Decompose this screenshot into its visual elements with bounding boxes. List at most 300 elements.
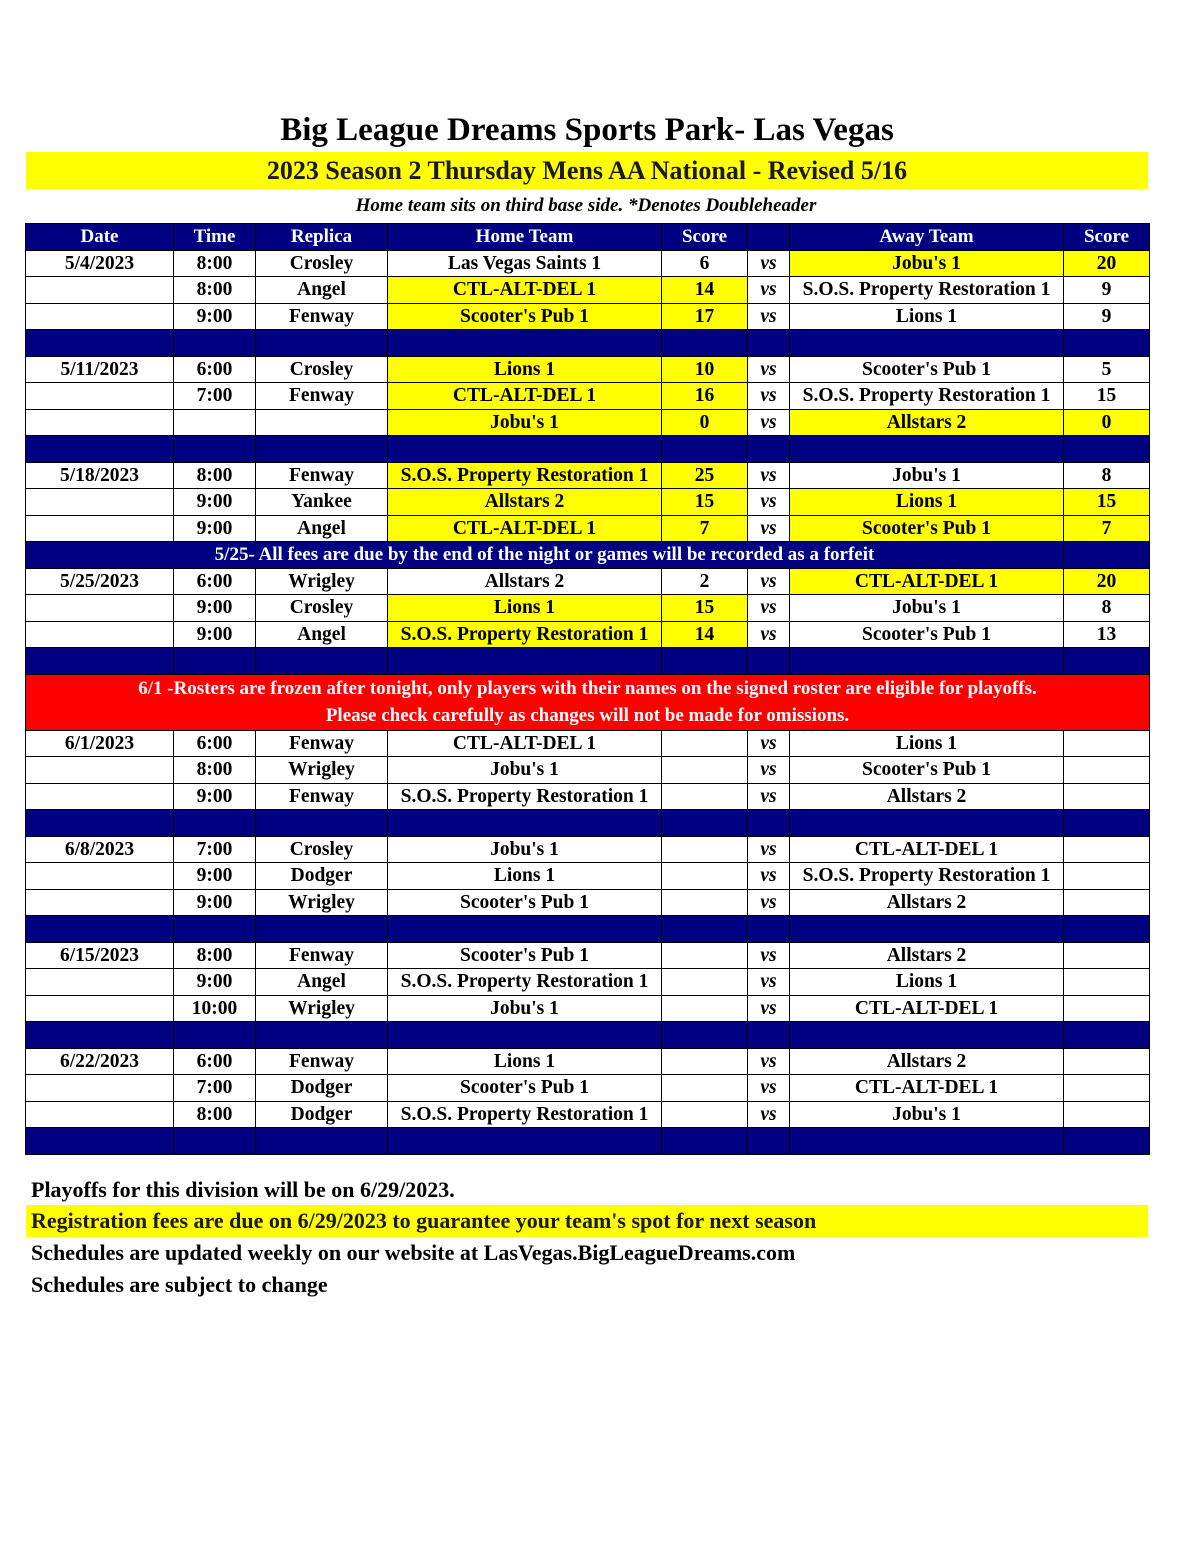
home-score: 6 [662, 250, 748, 277]
away-team: Scooter's Pub 1 [790, 757, 1064, 784]
separator-cell [662, 916, 748, 943]
away-team: Jobu's 1 [790, 462, 1064, 489]
away-team: Lions 1 [790, 969, 1064, 996]
vs-label: vs [748, 757, 790, 784]
game-field: Crosley [256, 356, 388, 383]
separator-cell [256, 810, 388, 837]
separator-cell [790, 1128, 1064, 1155]
separator-cell [790, 436, 1064, 463]
game-date [26, 1075, 174, 1102]
home-score: 25 [662, 462, 748, 489]
away-score [1064, 969, 1150, 996]
vs-label: vs [748, 942, 790, 969]
separator-row [26, 810, 1150, 837]
separator-cell [662, 330, 748, 357]
header-row [26, 224, 1150, 251]
away-team: Scooter's Pub 1 [790, 515, 1064, 542]
separator-cell [662, 1128, 748, 1155]
separator-cell [26, 330, 174, 357]
separator-row [26, 916, 1150, 943]
away-score [1064, 730, 1150, 757]
game-row [26, 356, 1150, 383]
game-date: 6/8/2023 [26, 836, 174, 863]
game-field: Wrigley [256, 995, 388, 1022]
game-time: 10:00 [174, 995, 256, 1022]
separator-cell [388, 1128, 662, 1155]
separator-cell [662, 436, 748, 463]
game-time: 6:00 [174, 730, 256, 757]
game-field: Fenway [256, 462, 388, 489]
vs-label: vs [748, 969, 790, 996]
home-team: S.O.S. Property Restoration 1 [388, 1101, 662, 1128]
vs-label: vs [748, 730, 790, 757]
away-team: CTL-ALT-DEL 1 [790, 568, 1064, 595]
home-score: 14 [662, 277, 748, 304]
game-field: Fenway [256, 730, 388, 757]
vs-label: vs [748, 277, 790, 304]
separator-cell [256, 436, 388, 463]
game-field: Fenway [256, 383, 388, 410]
game-time: 9:00 [174, 303, 256, 330]
schedule-table [25, 223, 1150, 1155]
game-time: 7:00 [174, 1075, 256, 1102]
away-score [1064, 942, 1150, 969]
game-row [26, 250, 1150, 277]
home-team: Scooter's Pub 1 [388, 889, 662, 916]
game-row [26, 942, 1150, 969]
website-note: Schedules are updated weekly on our website at LasVegas.BigLeagueDreams.com [31, 1240, 796, 1265]
away-team: CTL-ALT-DEL 1 [790, 1075, 1064, 1102]
game-row [26, 515, 1150, 542]
game-row [26, 969, 1150, 996]
vs-label: vs [748, 356, 790, 383]
separator-row [26, 436, 1150, 463]
game-time: 8:00 [174, 757, 256, 784]
game-field: Dodger [256, 1075, 388, 1102]
away-score: 13 [1064, 621, 1150, 648]
separator-cell [388, 648, 662, 675]
vs-label: vs [748, 863, 790, 890]
separator-row [26, 1128, 1150, 1155]
game-date [26, 757, 174, 784]
home-score: 15 [662, 489, 748, 516]
game-time: 8:00 [174, 250, 256, 277]
game-time: 9:00 [174, 595, 256, 622]
vs-label: vs [748, 889, 790, 916]
separator-cell [26, 1128, 174, 1155]
game-row [26, 783, 1150, 810]
away-team: S.O.S. Property Restoration 1 [790, 863, 1064, 890]
game-field: Wrigley [256, 568, 388, 595]
game-row [26, 1075, 1150, 1102]
home-team: Lions 1 [388, 863, 662, 890]
away-team: Allstars 2 [790, 942, 1064, 969]
header-away-team: Away Team [790, 224, 1064, 251]
registration-note: Registration fees are due on 6/29/2023 to guarantee your team's spot for next season [26, 1205, 1148, 1237]
roster-notice-line1: 6/1 -Rosters are frozen after tonight, only players with their names on the signed roster are eligible for playoffs. [138, 678, 1037, 699]
game-field: Crosley [256, 836, 388, 863]
game-date [26, 277, 174, 304]
header-away-score: Score [1064, 224, 1150, 251]
home-team: CTL-ALT-DEL 1 [388, 515, 662, 542]
home-team: CTL-ALT-DEL 1 [388, 277, 662, 304]
separator-cell [790, 648, 1064, 675]
game-time: 8:00 [174, 462, 256, 489]
home-score: 16 [662, 383, 748, 410]
game-field: Dodger [256, 863, 388, 890]
game-row [26, 836, 1150, 863]
game-field: Angel [256, 277, 388, 304]
game-field: Angel [256, 621, 388, 648]
home-score [662, 730, 748, 757]
separator-cell [26, 436, 174, 463]
separator-row [26, 648, 1150, 675]
separator-cell [388, 436, 662, 463]
game-field: Wrigley [256, 889, 388, 916]
away-team: S.O.S. Property Restoration 1 [790, 277, 1064, 304]
separator-cell [388, 1022, 662, 1049]
vs-label: vs [748, 462, 790, 489]
schedule-body [26, 250, 1150, 1154]
away-team: Lions 1 [790, 489, 1064, 516]
separator-cell [748, 916, 790, 943]
game-field [256, 409, 388, 436]
game-field: Angel [256, 969, 388, 996]
away-score [1064, 1075, 1150, 1102]
separator-cell [174, 1128, 256, 1155]
away-score: 20 [1064, 250, 1150, 277]
header-home-score: Score [662, 224, 748, 251]
separator-cell [790, 916, 1064, 943]
home-team: Jobu's 1 [388, 409, 662, 436]
home-score [662, 942, 748, 969]
home-score: 7 [662, 515, 748, 542]
game-field: Fenway [256, 1048, 388, 1075]
game-row [26, 595, 1150, 622]
away-team: Allstars 2 [790, 409, 1064, 436]
game-row [26, 757, 1150, 784]
game-date [26, 409, 174, 436]
game-date [26, 783, 174, 810]
home-team-note: Home team sits on third base side. *Denotes Doubleheader [355, 195, 817, 216]
separator-cell [26, 810, 174, 837]
away-team: Lions 1 [790, 303, 1064, 330]
game-field: Yankee [256, 489, 388, 516]
header-home-team: Home Team [388, 224, 662, 251]
away-team: Lions 1 [790, 730, 1064, 757]
home-team: Lions 1 [388, 595, 662, 622]
home-team: Las Vegas Saints 1 [388, 250, 662, 277]
home-score: 2 [662, 568, 748, 595]
home-team: S.O.S. Property Restoration 1 [388, 783, 662, 810]
separator-cell [256, 330, 388, 357]
page-title: Big League Dreams Sports Park- Las Vegas [280, 112, 894, 148]
home-score: 14 [662, 621, 748, 648]
home-team: Lions 1 [388, 1048, 662, 1075]
home-team: Jobu's 1 [388, 995, 662, 1022]
game-date: 5/18/2023 [26, 462, 174, 489]
separator-cell [256, 916, 388, 943]
game-time: 8:00 [174, 1101, 256, 1128]
roster-notice [26, 674, 1150, 730]
separator-cell [1064, 916, 1150, 943]
away-score [1064, 757, 1150, 784]
home-score [662, 995, 748, 1022]
game-row [26, 568, 1150, 595]
away-score [1064, 995, 1150, 1022]
home-score [662, 1075, 748, 1102]
game-field: Crosley [256, 250, 388, 277]
home-score [662, 783, 748, 810]
separator-cell [174, 916, 256, 943]
separator-cell [174, 436, 256, 463]
separator-cell [174, 648, 256, 675]
game-row [26, 462, 1150, 489]
away-score: 15 [1064, 489, 1150, 516]
game-field: Fenway [256, 783, 388, 810]
game-field: Wrigley [256, 757, 388, 784]
separator-cell [748, 1022, 790, 1049]
game-time: 9:00 [174, 783, 256, 810]
game-time: 9:00 [174, 889, 256, 916]
home-score: 0 [662, 409, 748, 436]
game-time: 8:00 [174, 277, 256, 304]
game-date [26, 1101, 174, 1128]
home-team: Jobu's 1 [388, 757, 662, 784]
game-time [174, 409, 256, 436]
game-row [26, 303, 1150, 330]
separator-cell [388, 330, 662, 357]
separator-row [26, 1022, 1150, 1049]
home-score [662, 863, 748, 890]
separator-cell [748, 1128, 790, 1155]
header-vs [748, 224, 790, 251]
vs-label: vs [748, 409, 790, 436]
away-team: Jobu's 1 [790, 1101, 1064, 1128]
separator-cell [256, 648, 388, 675]
separator-cell [748, 648, 790, 675]
home-team: S.O.S. Property Restoration 1 [388, 462, 662, 489]
game-row [26, 863, 1150, 890]
vs-label: vs [748, 489, 790, 516]
vs-label: vs [748, 383, 790, 410]
separator-cell [748, 436, 790, 463]
vs-label: vs [748, 595, 790, 622]
roster-notice-row [26, 674, 1150, 730]
header-time: Time [174, 224, 256, 251]
separator-cell [1064, 330, 1150, 357]
game-row [26, 889, 1150, 916]
season-subtitle: 2023 Season 2 Thursday Mens AA National - Revised 5/16 [26, 152, 1148, 189]
vs-label: vs [748, 995, 790, 1022]
away-score: 9 [1064, 277, 1150, 304]
separator-cell [256, 1128, 388, 1155]
separator-cell [662, 1022, 748, 1049]
vs-label: vs [748, 1101, 790, 1128]
game-date [26, 383, 174, 410]
playoffs-note: Playoffs for this division will be on 6/29/2023. [31, 1177, 455, 1202]
away-team: Allstars 2 [790, 889, 1064, 916]
game-row [26, 277, 1150, 304]
separator-cell [662, 648, 748, 675]
game-row [26, 489, 1150, 516]
game-time: 7:00 [174, 836, 256, 863]
separator-row [26, 330, 1150, 357]
vs-label: vs [748, 568, 790, 595]
game-date: 6/22/2023 [26, 1048, 174, 1075]
game-date [26, 889, 174, 916]
away-team: Scooter's Pub 1 [790, 356, 1064, 383]
game-row [26, 1048, 1150, 1075]
game-time: 6:00 [174, 1048, 256, 1075]
separator-cell [790, 330, 1064, 357]
fees-notice-row [26, 542, 1150, 569]
game-field: Angel [256, 515, 388, 542]
home-team: Scooter's Pub 1 [388, 942, 662, 969]
away-score: 5 [1064, 356, 1150, 383]
fees-notice: 5/25- All fees are due by the end of the night or games will be recorded as a forfeit [26, 542, 1064, 569]
away-score: 20 [1064, 568, 1150, 595]
game-row [26, 383, 1150, 410]
game-date: 5/11/2023 [26, 356, 174, 383]
separator-cell [1064, 436, 1150, 463]
separator-cell [26, 916, 174, 943]
game-field: Dodger [256, 1101, 388, 1128]
home-team: Scooter's Pub 1 [388, 303, 662, 330]
away-team: Allstars 2 [790, 783, 1064, 810]
home-team: Jobu's 1 [388, 836, 662, 863]
home-score [662, 1101, 748, 1128]
away-score [1064, 1101, 1150, 1128]
game-field: Fenway [256, 942, 388, 969]
vs-label: vs [748, 1048, 790, 1075]
away-score [1064, 889, 1150, 916]
away-team: Scooter's Pub 1 [790, 621, 1064, 648]
game-field: Fenway [256, 303, 388, 330]
away-team: CTL-ALT-DEL 1 [790, 836, 1064, 863]
game-date: 5/25/2023 [26, 568, 174, 595]
home-team: CTL-ALT-DEL 1 [388, 383, 662, 410]
game-row [26, 730, 1150, 757]
away-team: CTL-ALT-DEL 1 [790, 995, 1064, 1022]
away-team: Jobu's 1 [790, 250, 1064, 277]
game-row [26, 1101, 1150, 1128]
vs-label: vs [748, 836, 790, 863]
home-team: S.O.S. Property Restoration 1 [388, 969, 662, 996]
vs-label: vs [748, 1075, 790, 1102]
separator-cell [174, 1022, 256, 1049]
game-date [26, 995, 174, 1022]
vs-label: vs [748, 250, 790, 277]
away-score [1064, 1048, 1150, 1075]
game-field: Crosley [256, 595, 388, 622]
game-time: 9:00 [174, 515, 256, 542]
header-replica: Replica [256, 224, 388, 251]
away-score [1064, 836, 1150, 863]
game-date [26, 515, 174, 542]
game-time: 9:00 [174, 621, 256, 648]
away-score: 0 [1064, 409, 1150, 436]
away-score [1064, 783, 1150, 810]
vs-label: vs [748, 621, 790, 648]
home-team: Lions 1 [388, 356, 662, 383]
home-team: S.O.S. Property Restoration 1 [388, 621, 662, 648]
game-row [26, 995, 1150, 1022]
away-team: Jobu's 1 [790, 595, 1064, 622]
separator-cell [26, 1022, 174, 1049]
separator-cell [790, 810, 1064, 837]
game-time: 9:00 [174, 969, 256, 996]
away-score: 9 [1064, 303, 1150, 330]
separator-cell [748, 330, 790, 357]
header-date: Date [26, 224, 174, 251]
home-score [662, 757, 748, 784]
game-date: 5/4/2023 [26, 250, 174, 277]
away-score [1064, 863, 1150, 890]
separator-cell [1064, 542, 1150, 569]
away-team: S.O.S. Property Restoration 1 [790, 383, 1064, 410]
separator-cell [174, 810, 256, 837]
home-team: Allstars 2 [388, 568, 662, 595]
game-time: 7:00 [174, 383, 256, 410]
game-time: 9:00 [174, 489, 256, 516]
home-team: Scooter's Pub 1 [388, 1075, 662, 1102]
away-score: 8 [1064, 595, 1150, 622]
home-score [662, 1048, 748, 1075]
game-time: 8:00 [174, 942, 256, 969]
game-date [26, 595, 174, 622]
separator-cell [790, 1022, 1064, 1049]
game-date: 6/15/2023 [26, 942, 174, 969]
separator-cell [388, 810, 662, 837]
separator-cell [174, 330, 256, 357]
separator-cell [388, 916, 662, 943]
separator-cell [748, 810, 790, 837]
home-score [662, 836, 748, 863]
game-date [26, 863, 174, 890]
game-date: 6/1/2023 [26, 730, 174, 757]
separator-cell [256, 1022, 388, 1049]
game-row [26, 621, 1150, 648]
home-team: Allstars 2 [388, 489, 662, 516]
roster-notice-line2: Please check carefully as changes will not be made for omissions. [325, 705, 850, 726]
vs-label: vs [748, 303, 790, 330]
game-time: 6:00 [174, 568, 256, 595]
vs-label: vs [748, 515, 790, 542]
home-team: CTL-ALT-DEL 1 [388, 730, 662, 757]
separator-cell [26, 648, 174, 675]
away-score: 7 [1064, 515, 1150, 542]
home-score [662, 889, 748, 916]
separator-cell [1064, 648, 1150, 675]
game-time: 6:00 [174, 356, 256, 383]
game-date [26, 969, 174, 996]
game-row [26, 409, 1150, 436]
home-score: 17 [662, 303, 748, 330]
home-score: 10 [662, 356, 748, 383]
away-team: Allstars 2 [790, 1048, 1064, 1075]
game-date [26, 621, 174, 648]
away-score: 15 [1064, 383, 1150, 410]
separator-cell [1064, 1022, 1150, 1049]
home-score [662, 969, 748, 996]
separator-cell [1064, 1128, 1150, 1155]
game-date [26, 489, 174, 516]
change-note: Schedules are subject to change [31, 1272, 328, 1297]
game-time: 9:00 [174, 863, 256, 890]
home-score: 15 [662, 595, 748, 622]
away-score: 8 [1064, 462, 1150, 489]
